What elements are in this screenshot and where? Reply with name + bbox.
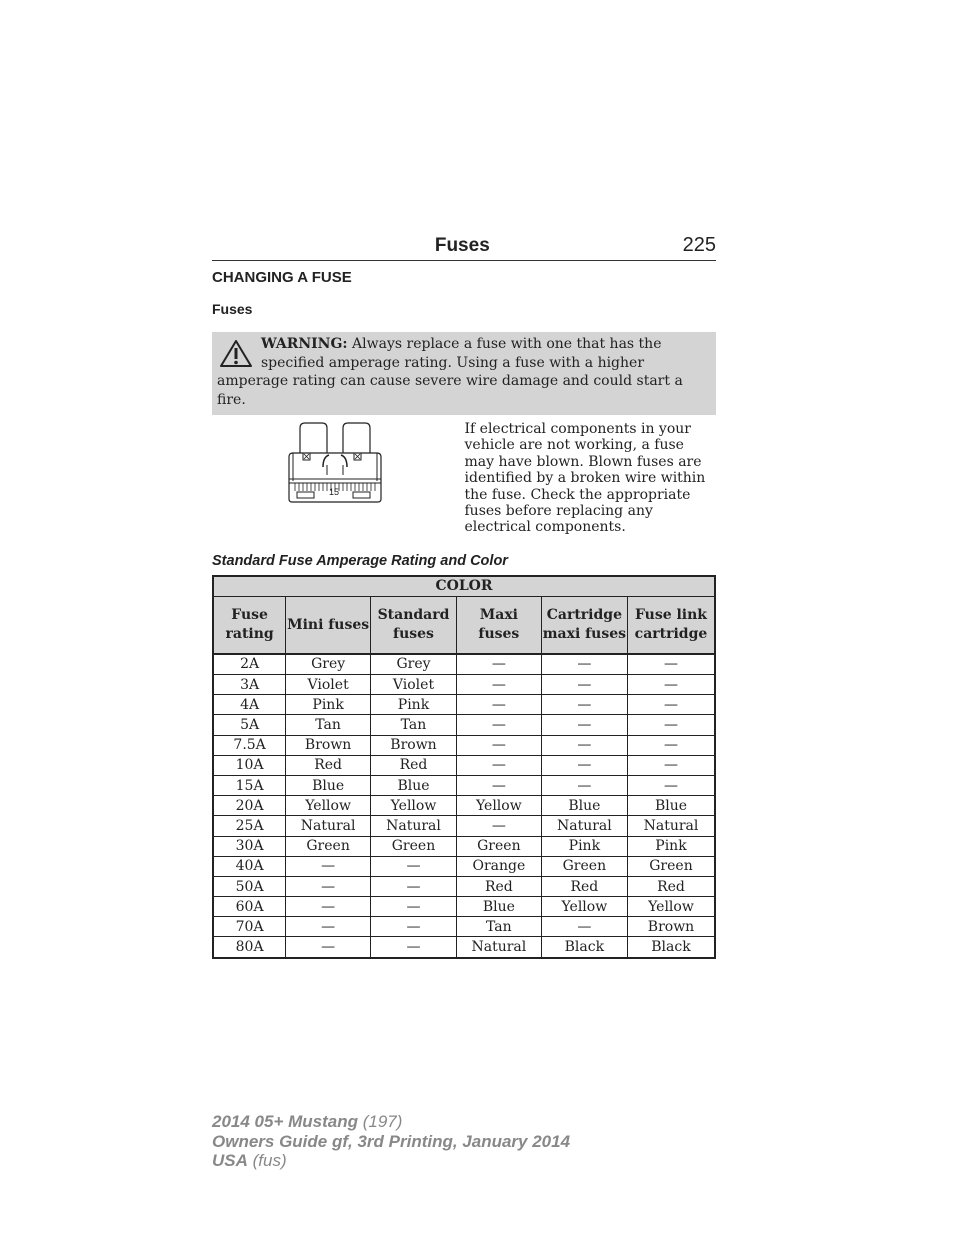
fuse-color-cell: — bbox=[541, 735, 627, 755]
fuse-rating-cell: 7.5A bbox=[213, 735, 286, 755]
page-header bbox=[212, 228, 716, 261]
fuse-rating-cell: 40A bbox=[213, 856, 286, 876]
fuse-color-cell: Natural bbox=[456, 937, 541, 958]
page-number: 225 bbox=[682, 234, 716, 256]
fuse-color-cell: Blue bbox=[371, 775, 457, 795]
fuse-color-cell: — bbox=[456, 755, 541, 775]
table-row bbox=[213, 775, 715, 795]
fuse-color-cell: Yellow bbox=[371, 796, 457, 816]
table-column-header: Fuse rating bbox=[213, 596, 286, 654]
fuse-color-cell: Green bbox=[627, 856, 715, 876]
fuse-color-cell: Violet bbox=[371, 675, 457, 695]
fuse-color-cell: — bbox=[541, 675, 627, 695]
fuse-color-cell: Grey bbox=[286, 654, 371, 675]
fuse-color-cell: — bbox=[456, 654, 541, 675]
fuse-color-cell: Yellow bbox=[627, 897, 715, 917]
fuse-rating-cell: 4A bbox=[213, 695, 286, 715]
fuse-color-cell: Blue bbox=[286, 775, 371, 795]
fuse-color-cell: Green bbox=[541, 856, 627, 876]
fuse-color-cell: Violet bbox=[286, 675, 371, 695]
table-row bbox=[213, 715, 715, 735]
fuse-rating-cell: 50A bbox=[213, 876, 286, 896]
fuse-color-cell: Yellow bbox=[286, 796, 371, 816]
fuse-color-cell: Yellow bbox=[456, 796, 541, 816]
fuse-color-cell: — bbox=[371, 856, 457, 876]
fuse-color-cell: — bbox=[541, 775, 627, 795]
fuse-color-cell: — bbox=[627, 775, 715, 795]
fuse-color-cell: Natural bbox=[371, 816, 457, 836]
fuse-rating-cell: 80A bbox=[213, 937, 286, 958]
footer-guide: Owners Guide gf, 3rd Printing, January 2014 bbox=[212, 1131, 571, 1151]
table-row bbox=[213, 876, 715, 896]
table-column-header: Standard fuses bbox=[371, 596, 457, 654]
fuse-color-cell: Natural bbox=[627, 816, 715, 836]
table-row bbox=[213, 856, 715, 876]
fuse-color-cell: Natural bbox=[286, 816, 371, 836]
fuse-color-cell: Black bbox=[627, 937, 715, 958]
fuse-color-cell: — bbox=[627, 755, 715, 775]
fuse-rating-cell: 3A bbox=[213, 675, 286, 695]
fuse-color-cell: Red bbox=[286, 755, 371, 775]
table-row bbox=[213, 917, 715, 937]
fuse-section bbox=[212, 421, 716, 536]
fuse-color-cell: — bbox=[541, 755, 627, 775]
page-footer bbox=[212, 1112, 570, 1171]
fuse-color-cell: Pink bbox=[371, 695, 457, 715]
warning-text: Always replace a fuse with one that has the specified amperage rating. Using a fuse with a higher amperage rating can cause severe wire damage and could start a fire. bbox=[217, 336, 683, 408]
footer-model-code: (197) bbox=[358, 1112, 403, 1131]
fuse-color-cell: Blue bbox=[627, 796, 715, 816]
footer-model: 2014 05+ Mustang bbox=[212, 1112, 358, 1131]
fuse-color-cell: Orange bbox=[456, 856, 541, 876]
fuse-color-cell: — bbox=[371, 876, 457, 896]
fuse-color-cell: — bbox=[456, 695, 541, 715]
footer-region: USA bbox=[212, 1151, 248, 1170]
page-content bbox=[212, 228, 716, 959]
fuse-color-cell: — bbox=[541, 917, 627, 937]
fuse-color-cell: Green bbox=[456, 836, 541, 856]
fuse-color-cell: — bbox=[286, 937, 371, 958]
fuse-color-cell: Brown bbox=[627, 917, 715, 937]
table-row bbox=[213, 695, 715, 715]
fuse-color-cell: — bbox=[627, 654, 715, 675]
fuse-color-cell: Yellow bbox=[541, 897, 627, 917]
fuse-color-table bbox=[212, 575, 716, 959]
fuse-rating-cell: 25A bbox=[213, 816, 286, 836]
fuse-color-cell: — bbox=[371, 917, 457, 937]
fuse-color-cell: — bbox=[456, 715, 541, 735]
fuse-rating-cell: 70A bbox=[213, 917, 286, 937]
fuse-color-cell: Tan bbox=[371, 715, 457, 735]
fuse-rating-cell: 20A bbox=[213, 796, 286, 816]
fuse-color-cell: Brown bbox=[371, 735, 457, 755]
table-row bbox=[213, 675, 715, 695]
table-column-header: Mini fuses bbox=[286, 596, 371, 654]
fuse-color-cell: Red bbox=[627, 876, 715, 896]
fuse-color-cell: Pink bbox=[541, 836, 627, 856]
fuse-color-cell: — bbox=[456, 775, 541, 795]
fuse-color-cell: Blue bbox=[541, 796, 627, 816]
fuse-color-cell: Grey bbox=[371, 654, 457, 675]
fuse-color-cell: — bbox=[456, 735, 541, 755]
fuse-color-cell: Green bbox=[286, 836, 371, 856]
fuse-color-cell: — bbox=[541, 695, 627, 715]
fuse-rating-cell: 2A bbox=[213, 654, 286, 675]
fuse-color-cell: Red bbox=[456, 876, 541, 896]
fuse-color-cell: — bbox=[627, 695, 715, 715]
table-row bbox=[213, 816, 715, 836]
fuse-rating-cell: 10A bbox=[213, 755, 286, 775]
fuse-color-cell: Pink bbox=[286, 695, 371, 715]
subsection-title: Fuses bbox=[212, 301, 253, 317]
fuse-color-cell: Black bbox=[541, 937, 627, 958]
fuse-color-cell: Natural bbox=[541, 816, 627, 836]
fuse-color-cell: — bbox=[541, 654, 627, 675]
fuse-color-cell: — bbox=[371, 897, 457, 917]
warning-triangle-icon bbox=[219, 339, 253, 369]
fuse-color-cell: — bbox=[541, 715, 627, 735]
section-title: CHANGING A FUSE bbox=[212, 269, 352, 286]
table-column-header: Fuse link cartridge bbox=[627, 596, 715, 654]
fuse-color-cell: — bbox=[456, 675, 541, 695]
fuse-color-cell: — bbox=[371, 937, 457, 958]
table-row bbox=[213, 796, 715, 816]
fuse-color-cell: Brown bbox=[286, 735, 371, 755]
fuse-color-cell: Tan bbox=[456, 917, 541, 937]
fuse-color-cell: Red bbox=[541, 876, 627, 896]
table-column-header: Cartridge maxi fuses bbox=[541, 596, 627, 654]
fuse-color-cell: — bbox=[456, 816, 541, 836]
fuse-rating-cell: 60A bbox=[213, 897, 286, 917]
fuse-color-cell: — bbox=[627, 735, 715, 755]
table-row bbox=[213, 897, 715, 917]
fuse-rating-cell: 5A bbox=[213, 715, 286, 735]
fuse-rating-label: 15 bbox=[328, 487, 340, 497]
table-row bbox=[213, 735, 715, 755]
table-title: Standard Fuse Amperage Rating and Color bbox=[212, 552, 508, 569]
page-title: Fuses bbox=[434, 235, 490, 256]
warning-box bbox=[212, 332, 716, 415]
table-row bbox=[213, 836, 715, 856]
fuse-color-cell: Green bbox=[371, 836, 457, 856]
fuse-color-cell: Tan bbox=[286, 715, 371, 735]
table-row bbox=[213, 937, 715, 958]
fuse-color-cell: — bbox=[627, 675, 715, 695]
fuse-color-cell: — bbox=[627, 715, 715, 735]
fuse-color-cell: — bbox=[286, 917, 371, 937]
fuse-rating-cell: 30A bbox=[213, 836, 286, 856]
fuse-color-cell: — bbox=[286, 897, 371, 917]
fuse-color-cell: Pink bbox=[627, 836, 715, 856]
fuse-illustration bbox=[212, 421, 462, 531]
table-column-header: Maxi fuses bbox=[456, 596, 541, 654]
warning-label: WARNING: bbox=[261, 336, 348, 352]
table-row bbox=[213, 755, 715, 775]
table-group-header: COLOR bbox=[213, 576, 715, 597]
fuse-color-cell: Blue bbox=[456, 897, 541, 917]
fuse-color-cell: — bbox=[286, 856, 371, 876]
fuse-color-cell: — bbox=[286, 876, 371, 896]
table-row bbox=[213, 654, 715, 675]
fuse-color-cell: Red bbox=[371, 755, 457, 775]
fuse-rating-cell: 15A bbox=[213, 775, 286, 795]
fuse-description: If electrical components in your vehicle are not working, a fuse may have blown. Blown fuses are identified by a broken wire within the fuse. Check the appropriate fuses before replacing any electrical components. bbox=[464, 421, 706, 536]
footer-region-code: (fus) bbox=[247, 1151, 287, 1170]
